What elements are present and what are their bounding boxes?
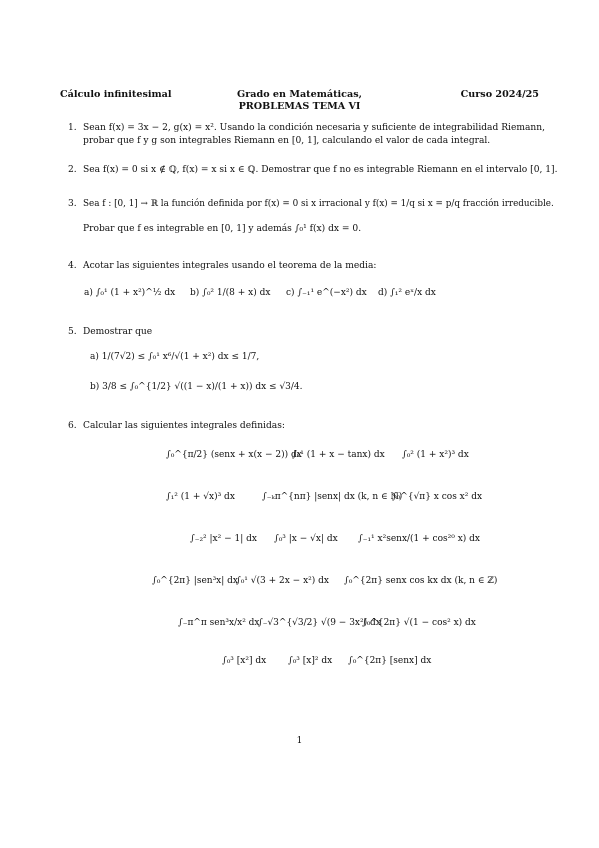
problem-line: Sea f : [0, 1] → ℝ la función definida por f(x) = 0 si x irracional y f(x) = 1/q si x = p/q fracción irreducible. <box>83 199 554 209</box>
problem-5 <box>68 326 548 340</box>
problem-text: Acotar las siguientes integrales usando el teorema de la media: <box>83 261 377 271</box>
integral-row <box>0 488 599 512</box>
problem-text <box>83 198 554 235</box>
problem-text: Calcular las siguientes integrales definidas: <box>83 421 285 431</box>
integral-item: ∫₀^{2π} |sen³x| dx <box>152 576 238 586</box>
integral-item: d) ∫₁² eˣ/x dx <box>378 288 436 298</box>
course-name: Cálculo infinitesimal <box>60 89 172 100</box>
integral-item: ∫₀² (1 + x²)³ dx <box>402 450 469 460</box>
problem-text: Sea f(x) = 0 si x ∉ ℚ, f(x) = x si x ∈ ℚ. Demostrar que f no es integrable Riemann en el intervalo [0, 1]. <box>83 165 558 175</box>
inequality-item: b) 3/8 ≤ ∫₀^{1/2} √((1 − x)/(1 + x)) dx ≤ √3/4. <box>90 382 303 392</box>
integral-row <box>0 530 599 554</box>
integral-item: ∫₀^{√π} x cos x² dx <box>392 492 483 502</box>
integral-item: ∫₀^{π/2} (senx + x(x − 2)) dx <box>166 450 302 460</box>
integral-row <box>0 652 599 676</box>
integral-item: ∫₀³ |x − √x| dx <box>274 534 338 544</box>
integral-item: ∫₀¹ (1 + x − tanx) dx <box>292 450 385 460</box>
problem-number: 4. <box>68 261 77 271</box>
problem-1 <box>68 122 548 148</box>
problem-line: Sean f(x) = 3x − 2, g(x) = x². Usando la condición necesaria y suficiente de integrabilidad Riemann, <box>83 123 545 133</box>
integral-item: b) ∫₀² 1/(8 + x) dx <box>190 288 271 298</box>
integral-item: ∫₋₁¹ x²senx/(1 + cos²⁰ x) dx <box>358 534 480 544</box>
integral-row <box>0 446 599 470</box>
problem-4-items <box>0 284 599 308</box>
problem-number: 2. <box>68 165 77 175</box>
integral-item: ∫₀¹ √(3 + 2x − x²) dx <box>236 576 329 586</box>
course-year: Curso 2024/25 <box>460 89 539 100</box>
integral-item: ∫₀^{2π} [senx] dx <box>348 656 432 666</box>
problem-number: 3. <box>68 199 77 209</box>
problem-text: Demostrar que <box>83 327 153 337</box>
problem-line: Probar que f es integrable en [0, 1] y además ∫₀¹ f(x) dx = 0. <box>83 223 362 234</box>
problem-5-items <box>0 344 599 404</box>
integral-item: a) ∫₀¹ (1 + x²)^½ dx <box>84 288 176 298</box>
problem-text <box>83 122 548 147</box>
integral-item: ∫₀^{2π} √(1 − cos² x) dx <box>362 618 476 628</box>
problem-number: 5. <box>68 327 77 337</box>
integral-item: ∫₀^{2π} senx cos kx dx (k, n ∈ ℤ) <box>344 576 498 586</box>
integral-item: ∫₋ₖπ^{nπ} |senx| dx (k, n ∈ ℕ) <box>262 492 403 502</box>
integral-item: ∫₀³ [x]² dx <box>288 656 333 666</box>
integral-row <box>0 614 599 638</box>
integral-item: ∫₁² (1 + √x)³ dx <box>166 492 235 502</box>
integral-item: ∫₋₂² |x² − 1| dx <box>190 534 257 544</box>
problem-6 <box>68 420 548 434</box>
degree-name: Grado en Matemáticas, <box>237 89 362 100</box>
problem-number: 6. <box>68 421 77 431</box>
integral-item: ∫₋π^π sen³x/x² dx <box>178 618 260 628</box>
inequality-item: a) 1/(7√2) ≤ ∫₀¹ x⁶/√(1 + x²) dx ≤ 1/7, <box>90 352 260 362</box>
integral-item: c) ∫₋₁¹ e^(−x²) dx <box>286 288 367 298</box>
integral-row <box>0 572 599 596</box>
integral-item: ∫₀³ [x²] dx <box>222 656 267 666</box>
problem-2 <box>68 164 558 178</box>
sheet-title: PROBLEMAS TEMA VI <box>238 101 361 112</box>
integral-item: ∫₋√3^{√3/2} √(9 − 3x²) dx <box>258 618 381 628</box>
problem-number: 1. <box>68 123 77 133</box>
page-number: 1 <box>296 736 303 746</box>
problem-line: probar que f y g son integrables Riemann en [0, 1], calculando el valor de cada integral. <box>83 135 491 146</box>
problem-3 <box>68 198 554 243</box>
